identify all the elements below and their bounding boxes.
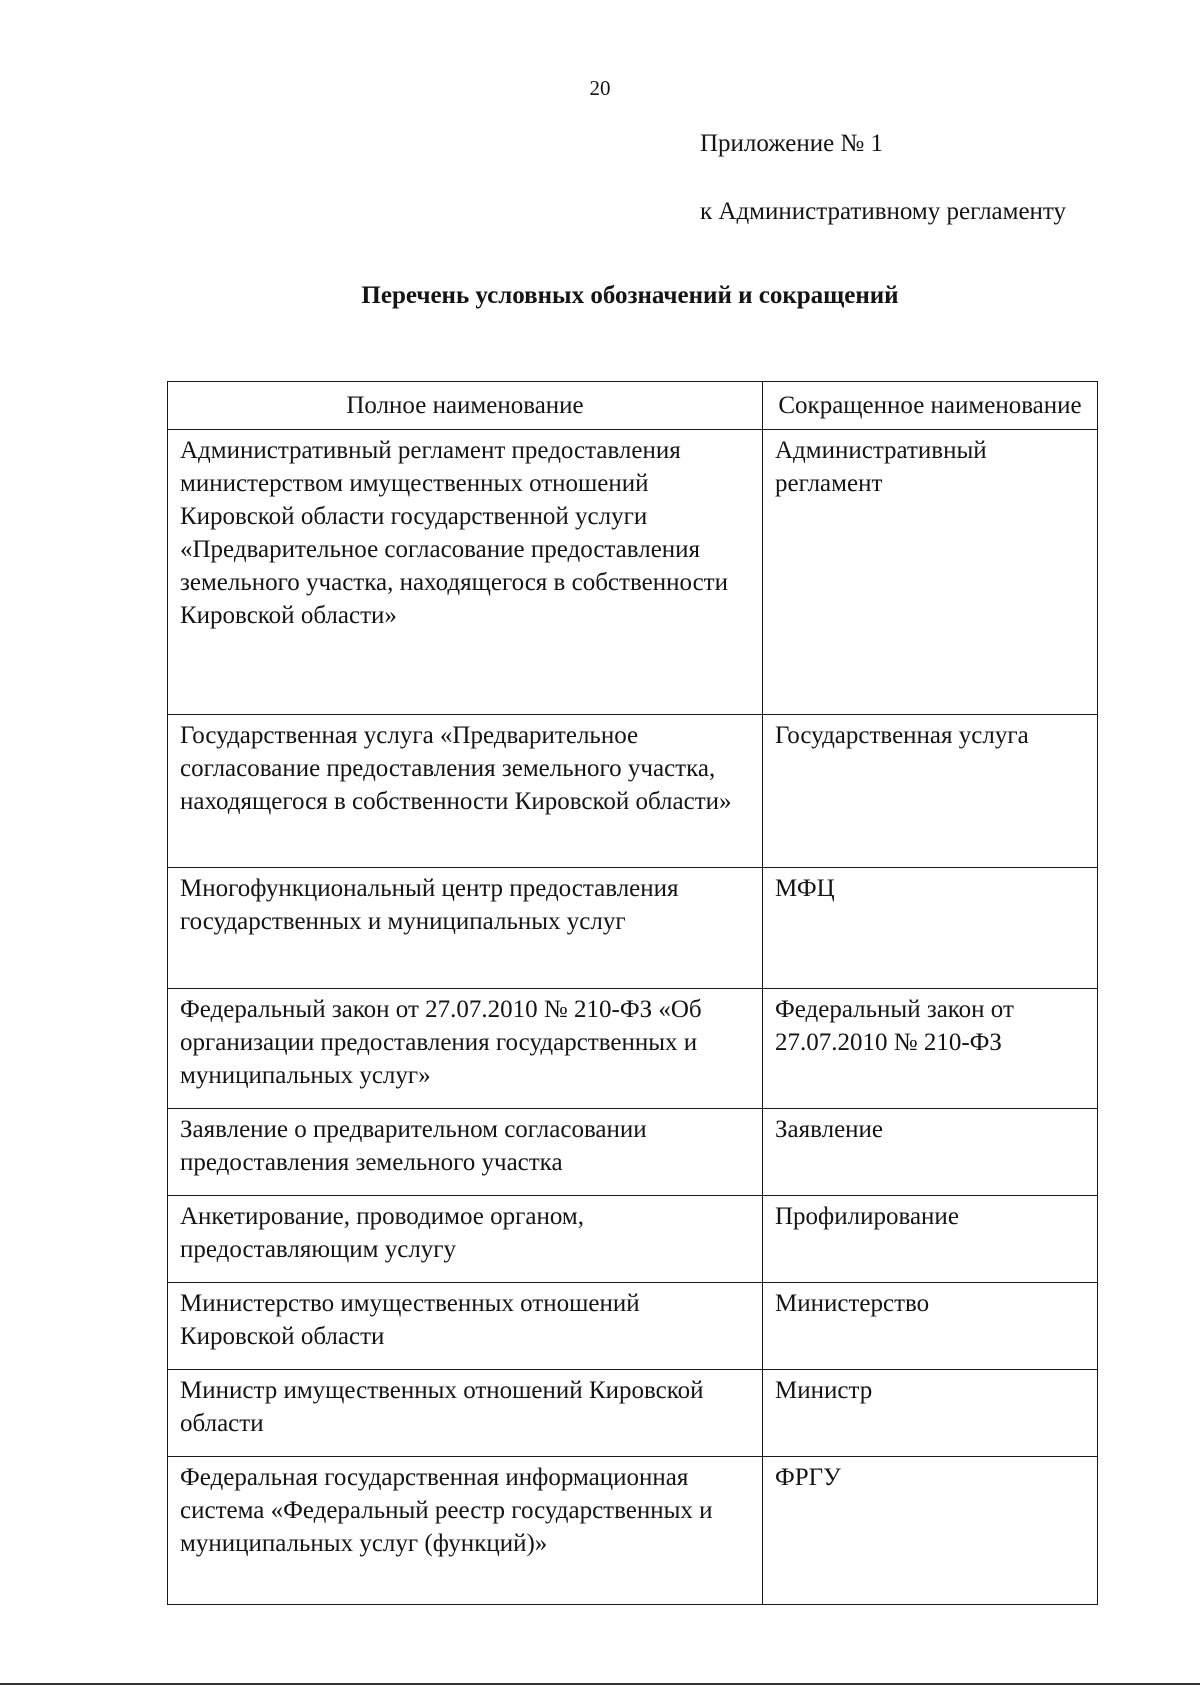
short-name-cell: Государственная услуга [763,715,1098,868]
short-name-cell: Профилирование [763,1196,1098,1283]
short-name-cell: Заявление [763,1109,1098,1196]
table-row [168,1283,1098,1370]
full-name-cell: Анкетирование, проводимое органом, предоставляющим услугу [168,1196,763,1283]
table-row [168,1370,1098,1457]
short-name-cell: МФЦ [763,868,1098,989]
table-row [168,715,1098,868]
full-name-cell: Государственная услуга «Предварительное согласование предоставления земельного участка, находящегося в собственности Кировской области» [168,715,763,868]
full-name-cell: Министерство имущественных отношений Кировской области [168,1283,763,1370]
short-name-cell: ФРГУ [763,1457,1098,1605]
short-name-cell: Министерство [763,1283,1098,1370]
short-name-cell: Федеральный закон от 27.07.2010 № 210-ФЗ [763,989,1098,1109]
table-header-row [168,382,1098,430]
appendix-reference: к Административному регламенту [700,198,1067,225]
table-row [168,989,1098,1109]
table-row [168,1196,1098,1283]
appendix-label: Приложение № 1 [700,130,884,157]
table-row [168,430,1098,715]
short-name-cell: Административный регламент [763,430,1098,715]
full-name-cell: Федеральный закон от 27.07.2010 № 210-ФЗ «Об организации предоставления государственных и муниципальных услуг» [168,989,763,1109]
full-name-cell: Многофункциональный центр предоставления государственных и муниципальных услуг [168,868,763,989]
header-full-name: Полное наименование [168,382,763,430]
full-name-cell: Министр имущественных отношений Кировской области [168,1370,763,1457]
table-row [168,868,1098,989]
full-name-cell: Административный регламент предоставления министерством имущественных отношений Кировской области государственной услуги «Предварительное согласование предоставления земельного участка, находящегося в собственности Кировской области» [168,430,763,715]
full-name-cell: Заявление о предварительном согласовании предоставления земельного участка [168,1109,763,1196]
table-row [168,1457,1098,1605]
abbreviations-table [167,381,1098,1605]
short-name-cell: Министр [763,1370,1098,1457]
scan-edge-line [0,1683,1200,1685]
page-number: 20 [589,76,611,100]
full-name-cell: Федеральная государственная информационная система «Федеральный реестр государственных и муниципальных услуг (функций)» [168,1457,763,1605]
document-title: Перечень условных обозначений и сокращений [361,282,899,309]
header-short-name: Сокращенное наименование [763,382,1098,430]
table-row [168,1109,1098,1196]
